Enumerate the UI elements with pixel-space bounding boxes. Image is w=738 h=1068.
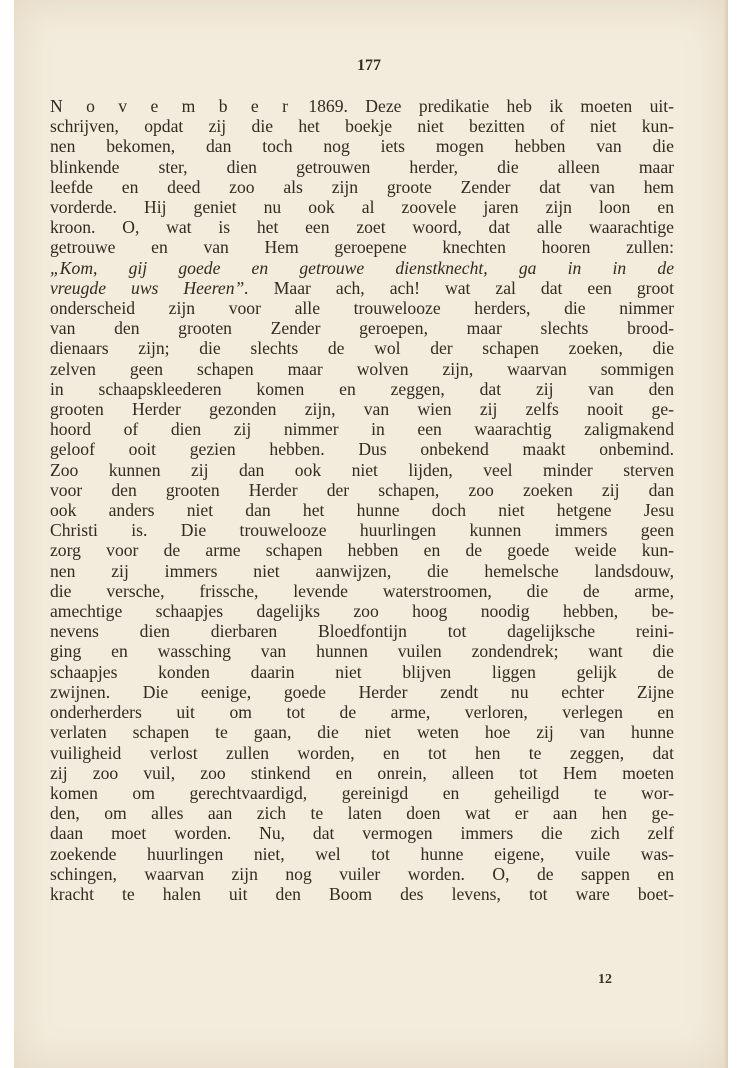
- text-line: zelven geen schapen maar wolven zijn, waarvan sommigen: [50, 358, 674, 379]
- text-line: kracht te halen uit den Boom des levens, tot ware boet-: [50, 883, 674, 904]
- text-line: vorderde. Hij geniet nu ook al zoovele jaren zijn loon en: [50, 197, 674, 218]
- month-word: N o v e m b e r: [50, 96, 291, 116]
- text-line: Zoo kunnen zij dan ook niet lijden, veel minder sterven: [50, 459, 674, 480]
- text-line: zij zoo vuil, zoo stinkend en onrein, alleen tot Hem moeten: [50, 762, 674, 783]
- text-line: zwijnen. Die eenige, goede Herder zendt nu echter Zijne: [50, 681, 674, 702]
- text-line: onderscheid zijn voor alle trouwelooze herders, die nimmer: [50, 298, 674, 319]
- text-line: onderherders uit om tot de arme, verloren, verlegen en: [50, 702, 674, 723]
- page-number: 177: [357, 57, 381, 74]
- text-line: N o v e m b e r 1869. Deze predikatie heb ik moeten uit-: [50, 96, 674, 116]
- text-line: hoord of dien zij nimmer in een waarachtig zaligmakend: [50, 419, 674, 440]
- text-line: van den grooten Zender geroepen, maar slechts brood-: [50, 318, 674, 339]
- text-line: schingen, waarvan zijn nog vuiler worden. O, de sappen en: [50, 863, 674, 884]
- text-line: zoekende huurlingen niet, wel tot hunne eigene, vuile was-: [50, 843, 674, 864]
- text-line: vreugde uws Heeren”. Maar ach, ach! wat zal dat een groot: [50, 277, 674, 298]
- text-line: amechtige schaapjes dagelijks zoo hoog noodig hebben, be-: [50, 601, 674, 622]
- text-line: Christi is. Die trouwelooze huurlingen kunnen immers geen: [50, 520, 674, 541]
- printer-signature-mark: 12: [598, 972, 612, 987]
- text-line: blinkende ster, dien getrouwen herder, die alleen maar: [50, 156, 674, 177]
- text-line: komen om gerechtvaardigd, gereinigd en geheiligd te wor-: [50, 782, 674, 803]
- text-line: grooten Herder gezonden zijn, van wien zij zelfs nooit ge-: [50, 399, 674, 420]
- text-line: kroon. O, wat is het een zoet woord, dat alle waarachtige: [50, 217, 674, 238]
- italic-quote: vreugde uws Heeren”.: [50, 277, 249, 298]
- text-line: [50, 258, 674, 278]
- text-line: dienaars zijn; die slechts de wol der schapen zoeken, die: [50, 338, 674, 359]
- text-line: voor den grooten Herder der schapen, zoo zoeken zij dan: [50, 479, 674, 500]
- text-line: zorg voor de arme schapen hebben en de goede weide kun-: [50, 540, 674, 561]
- text-line: leefde en deed zoo als zijn groote Zender dat van hem: [50, 176, 674, 197]
- text-line: schaapjes konden daarin niet blijven liggen gelijk de: [50, 661, 674, 682]
- body-text: [50, 96, 674, 904]
- text-line: in schaapskleederen komen en zeggen, dat zij van den: [50, 378, 674, 399]
- text-line: nevens dien dierbaren Bloedfontijn tot dagelijksche reini-: [50, 621, 674, 642]
- text-line: getrouwe en van Hem geroepene knechten hooren zullen:: [50, 237, 674, 258]
- text-line: verlaten schapen te gaan, die niet weten hoe zij van hunne: [50, 722, 674, 743]
- text-line: nen bekomen, dan toch nog iets mogen hebben van die: [50, 136, 674, 157]
- text-line: vuiligheid verlost zullen worden, en tot hen te zeggen, dat: [50, 742, 674, 763]
- text-line: daan moet worden. Nu, dat vermogen immers die zich zelf: [50, 823, 674, 844]
- text-line: geloof ooit gezien hebben. Dus onbekend maakt onbemind.: [50, 439, 674, 460]
- text-line: schrijven, opdat zij die het boekje niet bezitten of niet kun-: [50, 116, 674, 137]
- text-line: nen zij immers niet aanwijzen, die hemelsche landsdouw,: [50, 560, 674, 581]
- text-line: ging en wassching van hunnen vuilen zondendrek; want die: [50, 641, 674, 662]
- text-line: ook anders niet dan het hunne doch niet hetgene Jesu: [50, 500, 674, 521]
- text-line: den, om alles aan zich te laten doen wat er aan hen ge-: [50, 803, 674, 824]
- text-line: die versche, frissche, levende waterstroomen, die de arme,: [50, 580, 674, 601]
- italic-quote: „Kom, gij goede en getrouwe dienstknecht, ga in in de: [50, 257, 674, 278]
- page-edge: [724, 0, 728, 1068]
